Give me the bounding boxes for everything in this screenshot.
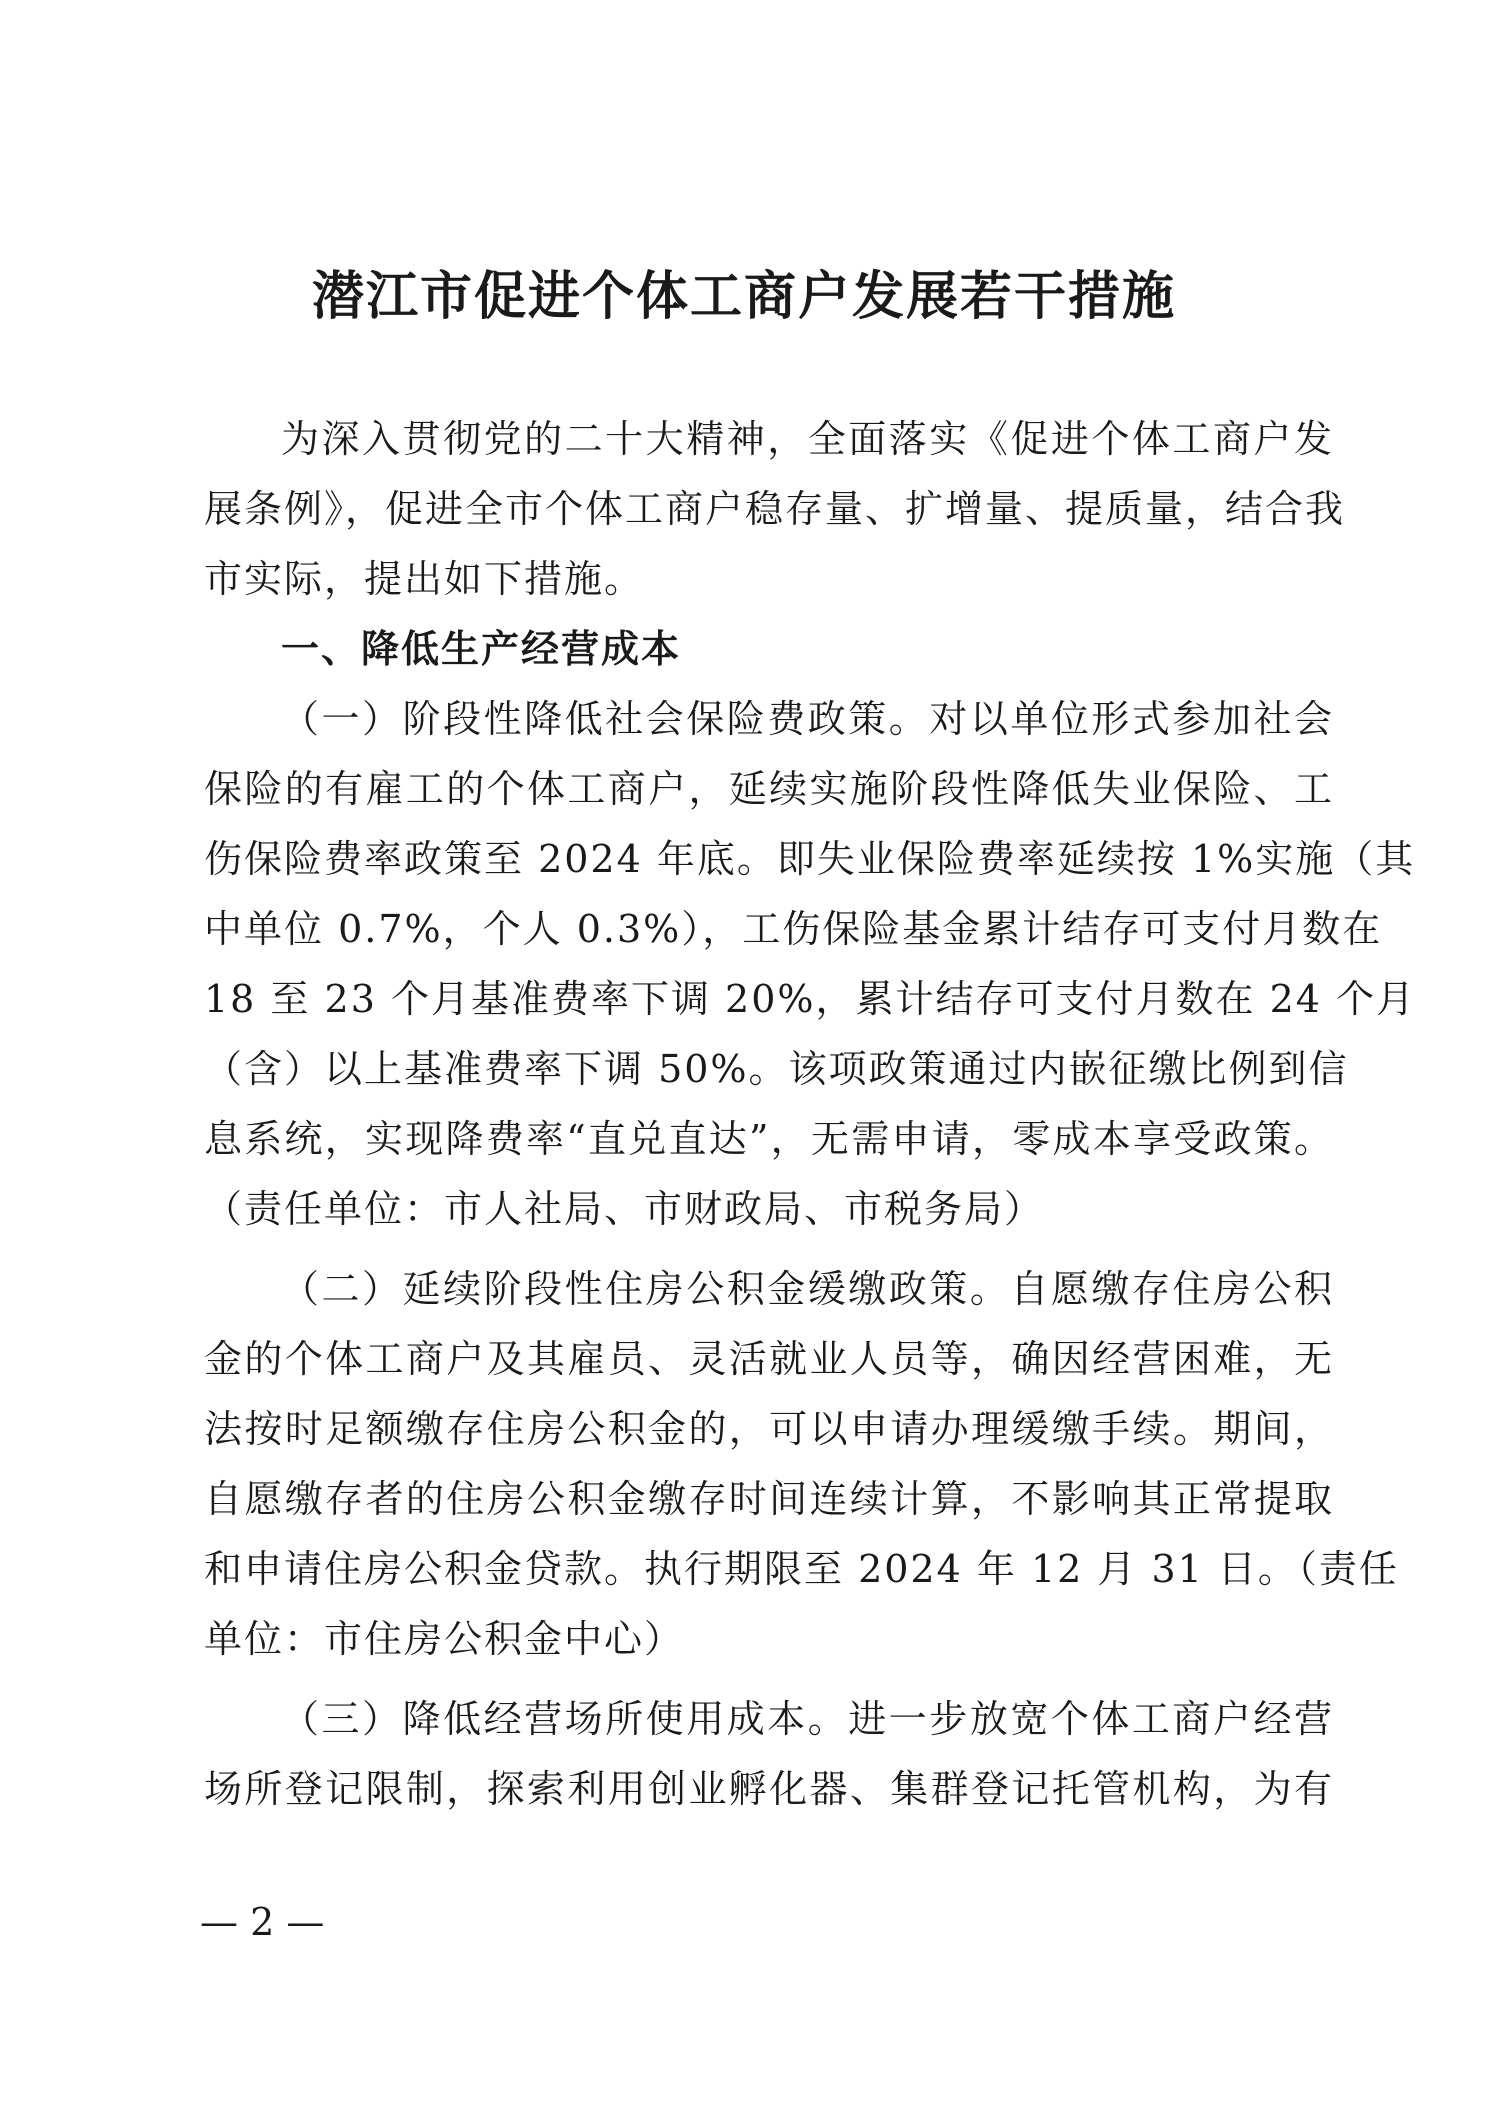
paragraph-line: 中单位 0.7%，个人 0.3%），工伤保险基金累计结存可支付月数在 <box>204 907 1383 951</box>
paragraph-line: 息系统，实现降费率“直兑直达”，无需申请，零成本享受政策。 <box>204 1117 1334 1161</box>
paragraph-line: （含）以上基准费率下调 50%。该项政策通过内嵌征缴比例到信 <box>204 1047 1349 1091</box>
paragraph-line: 自愿缴存者的住房公积金缴存时间连续计算，不影响其正常提取 <box>204 1477 1334 1521</box>
paragraph-line: 场所登记限制，探索利用创业孵化器、集群登记托管机构，为有 <box>204 1767 1334 1811</box>
paragraph-line: 为深入贯彻党的二十大精神，全面落实《促进个体工商户发 <box>281 417 1334 461</box>
page-number: — 2 — <box>200 1900 325 1944</box>
paragraph-line: 和申请住房公积金贷款。执行期限至 2024 年 12 月 31 日。（责任 <box>204 1547 1399 1591</box>
paragraph-line: 法按时足额缴存住房公积金的，可以申请办理缓缴手续。期间， <box>204 1407 1334 1451</box>
paragraph-line: 金的个体工商户及其雇员、灵活就业人员等，确因经营困难，无 <box>204 1337 1334 1381</box>
paragraph-line: （二）延续阶段性住房公积金缓缴政策。自愿缴存住房公积 <box>281 1267 1334 1311</box>
paragraph-line: 展条例》，促进全市个体工商户稳存量、扩增量、提质量，结合我 <box>204 487 1346 531</box>
section-heading: 一、降低生产经营成本 <box>281 626 682 671</box>
paragraph-line: 单位：市住房公积金中心） <box>204 1617 685 1661</box>
paragraph-line: 18 至 23 个月基准费率下调 20%，累计结存可支付月数在 24 个月 <box>204 977 1416 1021</box>
paragraph-line: （一）阶段性降低社会保险费政策。对以单位形式参加社会 <box>281 697 1334 741</box>
paragraph-line: 保险的有雇工的个体工商户，延续实施阶段性降低失业保险、工 <box>204 767 1334 811</box>
document-title: 潜江市促进个体工商户发展若干措施 <box>311 266 1176 327</box>
paragraph-line: 市实际，提出如下措施。 <box>204 557 645 601</box>
paragraph-line: （三）降低经营场所使用成本。进一步放宽个体工商户经营 <box>281 1697 1334 1741</box>
paragraph-line: （责任单位：市人社局、市财政局、市税务局） <box>204 1187 1045 1231</box>
paragraph-line: 伤保险费率政策至 2024 年底。即失业保险费率延续按 1%实施（其 <box>204 837 1416 881</box>
